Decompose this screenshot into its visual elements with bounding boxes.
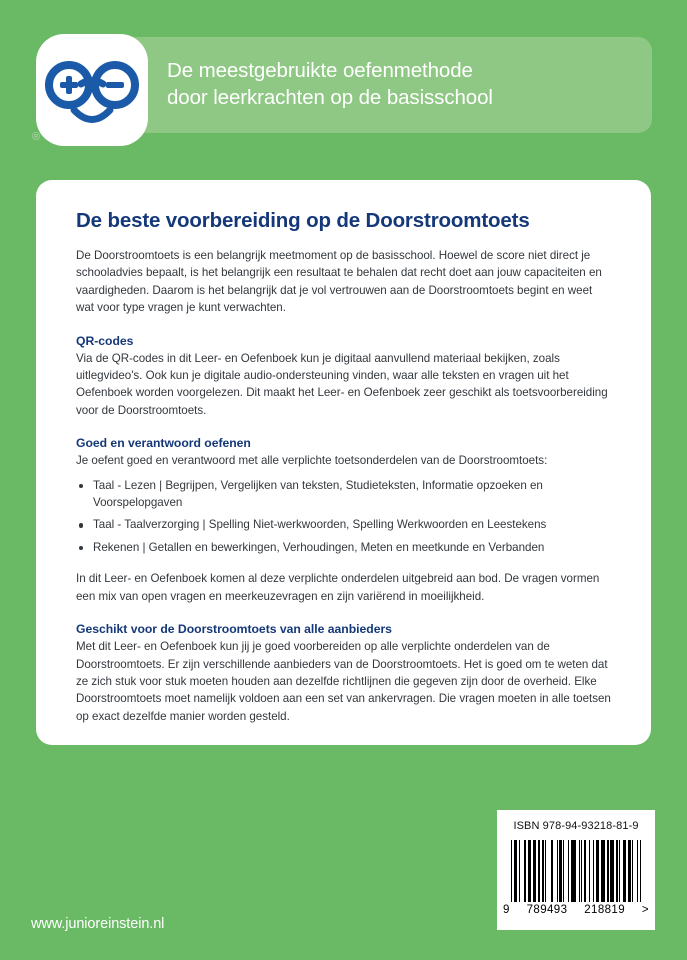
ean-right-marker: > xyxy=(641,904,649,916)
tagline-line-1: De meestgebruikte oefenmethode xyxy=(167,59,473,82)
spacer xyxy=(76,317,613,333)
barcode-bars xyxy=(511,840,641,902)
ean-left-digit: 9 xyxy=(503,904,510,916)
section-body-qr-codes: Via de QR-codes in dit Leer- en Oefenboek kun je digitaal aanvullend materiaal bekijken, zoals uitlegvideo's. Ook kun je digitale audio-ondersteuning vinden, waar alle teksten en vragen uit het Oefenboek worden voorgelezen. Dit maakt het Leer- en Oefenboek zeer geschikt als toetsvoorbereiding voor de Doorstroomtoets. xyxy=(76,351,608,417)
ean-group-1: 789493 xyxy=(526,904,568,916)
section-body-goed-oefenen: Je oefent goed en verantwoord met alle verplichte toetsonderdelen van de Doorstroomtoets: xyxy=(76,454,548,468)
content-card-inner xyxy=(76,208,613,725)
section-closing-goed-oefenen: In dit Leer- en Oefenboek komen al deze verplichte onderdelen uitgebreid aan bod. De vragen vormen een mix van open vragen en meerkeuzevragen en zijn variërend in moeilijkheid. xyxy=(76,572,600,603)
tagline-line-2: door leerkrachten op de basisschool xyxy=(167,86,493,109)
tagline xyxy=(167,57,637,111)
page-header xyxy=(0,0,687,180)
spacer xyxy=(76,561,613,570)
website-url[interactable]: www.junioreinstein.nl xyxy=(31,916,165,932)
list-item: Rekenen | Getallen en bewerkingen, Verhoudingen, Meten en meetkunde en Verbanden xyxy=(76,539,613,556)
spacer xyxy=(76,605,613,621)
page-title: De beste voorbereiding op de Doorstroomtoets xyxy=(76,209,530,232)
registered-trademark-icon: ® xyxy=(31,131,41,143)
section-heading-aanbieders: Geschikt voor de Doorstroomtoets van alle aanbieders xyxy=(76,622,392,637)
isbn-barcode xyxy=(497,810,655,930)
intro-paragraph: De Doorstroomtoets is een belangrijk meetmoment op de basisschool. Hoewel de score niet direct je schooladvies bepaalt, is het belangrijk een resultaat te behalen dat recht doet aan jouw capaciteiten en vaardigheden. Daarom is het belangrijk dat je vol vertrouwen aan de Doorstroomtoets begint en weet wat voor type vragen je kunt verwachten. xyxy=(76,249,602,315)
content-card xyxy=(36,180,651,745)
section-body-aanbieders: Met dit Leer- en Oefenboek kun jij je goed voorbereiden op alle verplichte onderdelen van de Doorstroomtoets. Er zijn verschillende aanbieders van de Doorstroomtoets. Het is goed om te weten dat ze zich stuk voor stuk moeten houden aan dezelfde richtlijnen die gegeven zijn door de overheid. Elke Doorstroomtoets moet namelijk voldoen aan een set van ankervragen. Die vragen moeten in alle toetsen op exact dezelfde manier worden gesteld. xyxy=(76,640,611,723)
toetsonderdelen-list xyxy=(76,477,613,557)
ean-digits xyxy=(503,904,649,916)
section-heading-goed-oefenen: Goed en verantwoord oefenen xyxy=(76,436,251,451)
section-heading-qr-codes: QR-codes xyxy=(76,333,134,348)
junior-einstein-glasses-logo xyxy=(36,34,148,146)
list-item: Taal - Taalverzorging | Spelling Niet-werkwoorden, Spelling Werkwoorden en Leestekens xyxy=(76,516,613,533)
isbn-number: ISBN 978-94-93218-81-9 xyxy=(513,820,639,832)
list-item: Taal - Lezen | Begrijpen, Vergelijken van teksten, Studieteksten, Informatie opzoeken en Voorspelopgaven xyxy=(76,477,613,512)
ean-group-2: 218819 xyxy=(584,904,626,916)
spacer xyxy=(76,419,613,435)
